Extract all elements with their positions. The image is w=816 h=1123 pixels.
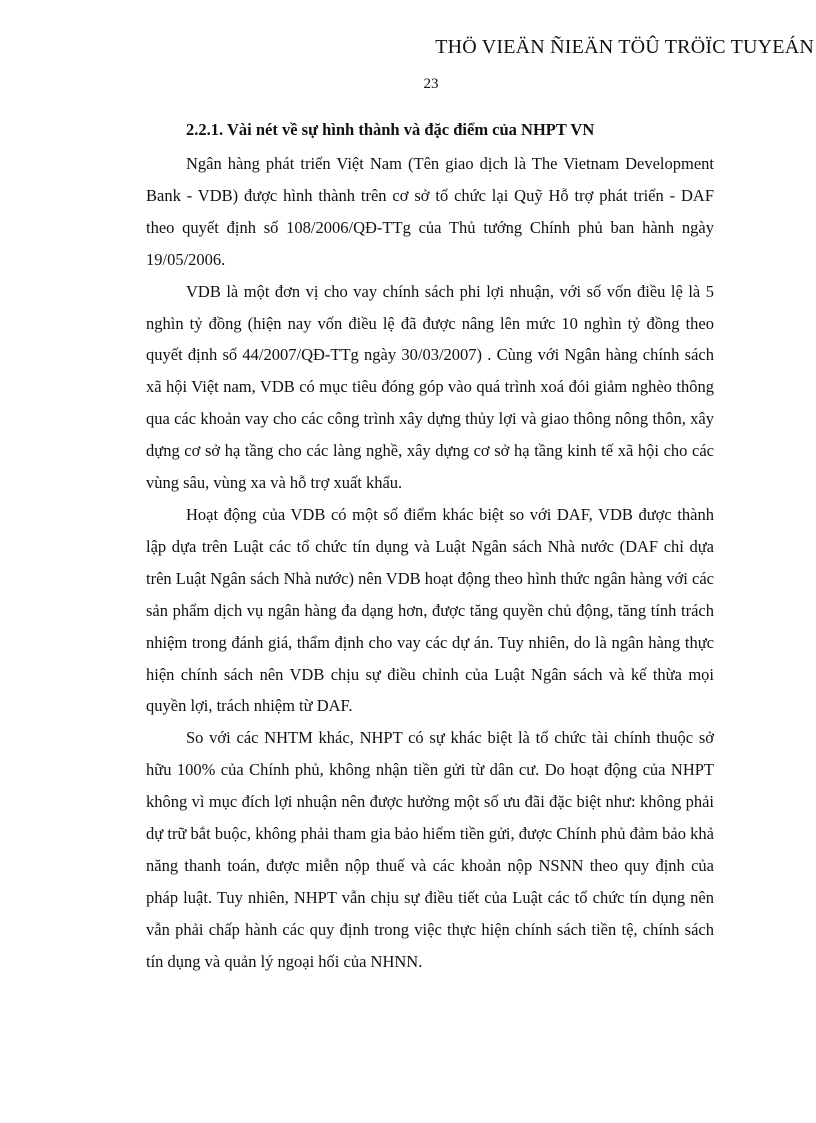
document-body: [146, 114, 714, 978]
paragraph-vdb-establishment: Ngân hàng phát triển Việt Nam (Tên giao dịch là The Vietnam Development Bank - VDB) được hình thành trên cơ sở tổ chức lại Quỹ Hỗ trợ phát triển - DAF theo quyết định số 108/2006/QĐ-TTg của Thủ tướng Chính phủ ban hành ngày 19/05/2006.: [146, 154, 714, 269]
section-heading: 2.2.1. Vài nét về sự hình thành và đặc điểm của NHPT VN: [186, 120, 595, 139]
paragraph-nhpt-vs-nhtm: So với các NHTM khác, NHPT có sự khác biệt là tổ chức tài chính thuộc sở hữu 100% của Chính phủ, không nhận tiền gửi từ dân cư. Do hoạt động của NHPT không vì mục đích lợi nhuận nên được hưởng một số ưu đãi đặc biệt như: không phải dự trữ bắt buộc, không phải tham gia bảo hiểm tiền gửi, được Chính phủ đảm bảo khả năng thanh toán, được miễn nộp thuế và các khoản nộp NSNN theo quy định của pháp luật. Tuy nhiên, NHPT vẫn chịu sự điều tiết của Luật các tổ chức tín dụng nên vẫn phải chấp hành các quy định trong việc thực hiện chính sách tiền tệ, chính sách tín dụng và quản lý ngoại hối của NHNN.: [146, 728, 714, 971]
page-number: 23: [423, 76, 439, 92]
running-header-title: THÖ VIEÄN ÑIEÄN TÖÛ TRÖÏC TUYEÁN: [435, 36, 814, 58]
paragraph-vdb-vs-daf: Hoạt động của VDB có một số điểm khác biệt so với DAF, VDB được thành lập dựa trên Luật các tổ chức tín dụng và Luật Ngân sách Nhà nước (DAF chỉ dựa trên Luật Ngân sách Nhà nước) nên VDB hoạt động theo hình thức ngân hàng với các sản phẩm dịch vụ ngân hàng đa dạng hơn, được tăng quyền chủ động, tăng tính trách nhiệm trong đánh giá, thẩm định cho vay các dự án. Tuy nhiên, do là ngân hàng thực hiện chính sách nên VDB chịu sự điều chỉnh của Luật Ngân sách và kế thừa mọi quyền lợi, trách nhiệm từ DAF.: [146, 504, 714, 716]
paragraph-vdb-charter-capital: VDB là một đơn vị cho vay chính sách phi lợi nhuận, với số vốn điều lệ là 5 nghìn tỷ đồng (hiện nay vốn điều lệ đã được nâng lên mức 10 nghìn tỷ đồng theo quyết định số 44/2007/QĐ-TTg ngày 30/03/2007) . Cùng với Ngân hàng chính sách xã hội Việt nam, VDB có mục tiêu đóng góp vào quá trình xoá đói giảm nghèo thông qua các khoản vay cho các công trình xây dựng thủy lợi và giao thông nông thôn, xây dựng cơ sở hạ tầng cho các làng nghề, xây dựng cơ sở hạ tầng kinh tế xã hội cho các vùng sâu, vùng xa và hỗ trợ xuất khẩu.: [146, 281, 714, 493]
